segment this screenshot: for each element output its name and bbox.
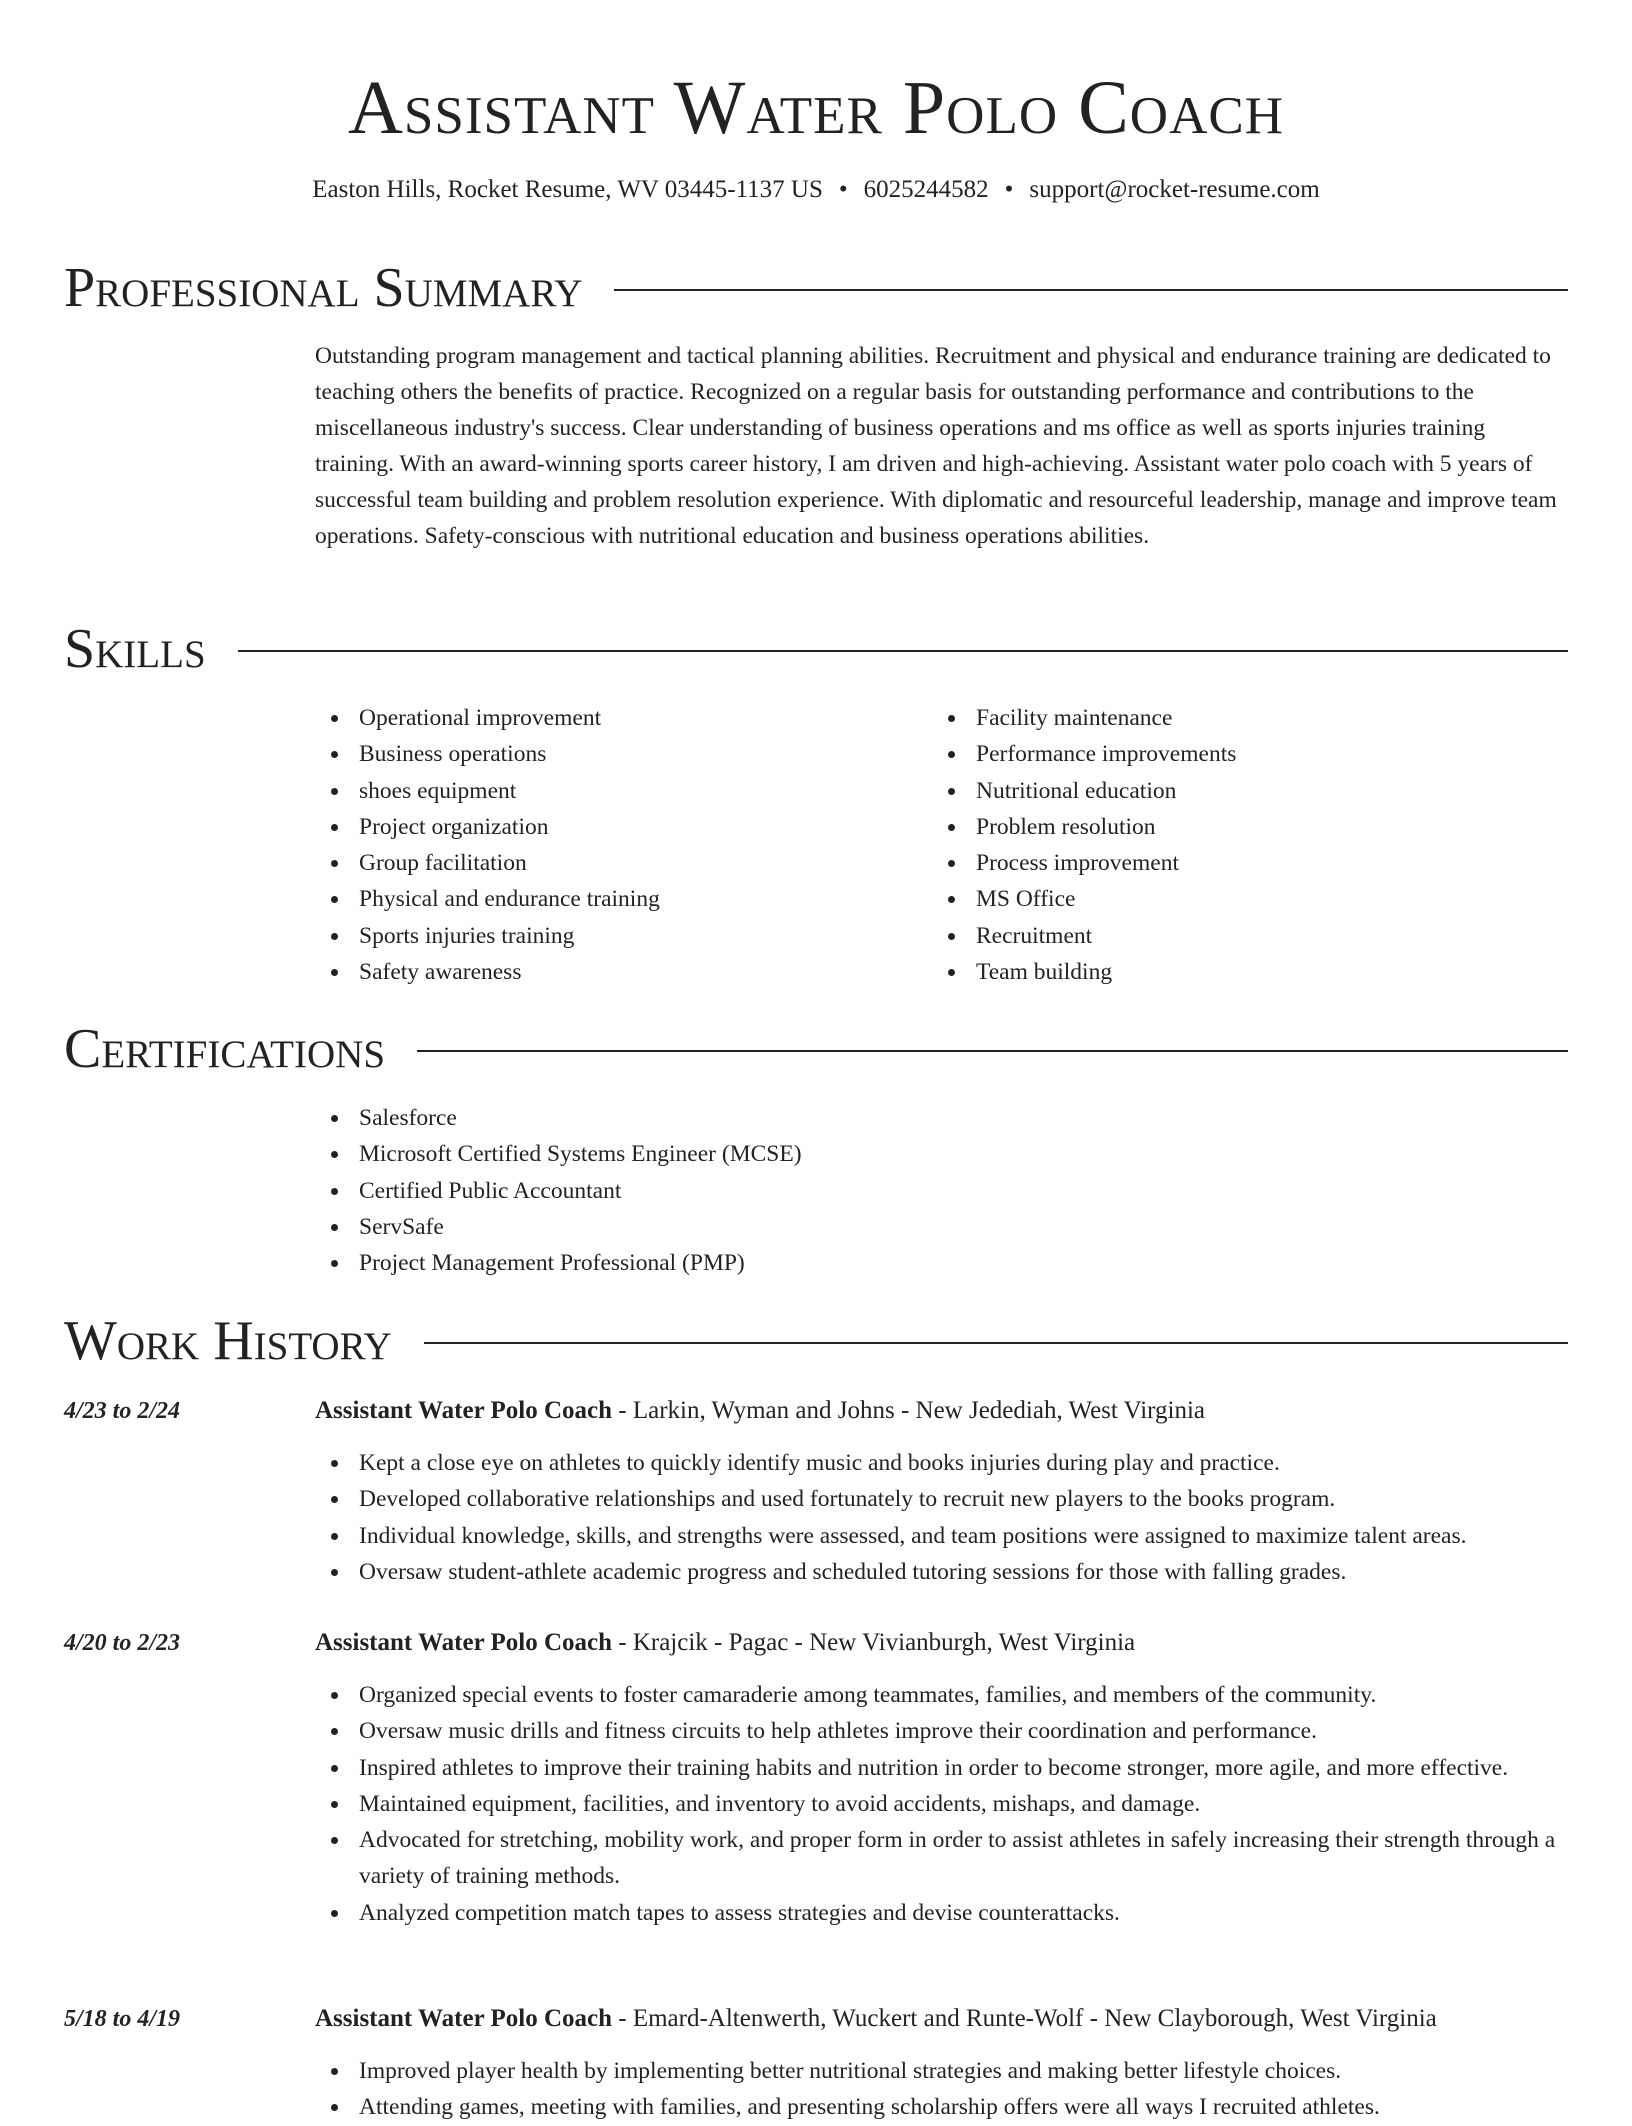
contact-email: support@rocket-resume.com — [1029, 176, 1320, 203]
job-bullet: Oversaw music drills and fitness circuits to help athletes improve their coordination and performance. — [315, 1713, 1568, 1749]
job-details: - Emard-Altenwerth, Wuckert and Runte-Wolf - New Clayborough, West Virginia — [612, 2005, 1437, 2032]
skill-item: MS Office — [932, 881, 1532, 917]
job-heading — [315, 1625, 1568, 1661]
contact-separator: • — [838, 176, 848, 203]
job-dates: 4/23 to 2/24 — [64, 1398, 181, 1424]
skill-item: Problem resolution — [932, 809, 1532, 845]
job-role: Assistant Water Polo Coach — [315, 1629, 612, 1656]
section-divider — [614, 289, 1568, 291]
job-heading — [315, 2001, 1568, 2037]
skill-item: Team building — [932, 954, 1532, 990]
skills-column-right — [932, 700, 1532, 990]
certification-item: Salesforce — [315, 1100, 1568, 1136]
section-divider — [424, 1342, 1568, 1344]
certification-item: Certified Public Accountant — [315, 1173, 1568, 1209]
job-bullet: Oversaw student-athlete academic progress and scheduled tutoring sessions for those with falling grades. — [315, 1554, 1568, 1590]
job-bullet: Attending games, meeting with families, and presenting scholarship offers were all ways I recruited athletes. — [315, 2089, 1568, 2125]
section-divider — [417, 1050, 1568, 1052]
job-dates: 5/18 to 4/19 — [64, 2006, 181, 2032]
skill-item: Project organization — [315, 809, 915, 845]
contact-address: Easton Hills, Rocket Resume, WV 03445-1137 US — [312, 176, 823, 203]
job-bullet: Inspired athletes to improve their training habits and nutrition in order to become stronger, more agile, and more effective. — [315, 1750, 1568, 1786]
summary-text: Outstanding program management and tactical planning abilities. Recruitment and physical and endurance training are dedicated to teaching others the benefits of practice. Recognized on a regular basis for outstanding performance and contributions to the miscellaneous industry's success. Clear understanding of business operations and ms office as well as sports injuries training training. With an award-winning sports career history, I am driven and high-achieving. Assistant water polo coach with 5 years of successful team building and problem resolution experience. With diplomatic and resourceful leadership, manage and improve team operations. Safety-conscious with nutritional education and business operations abilities. — [315, 343, 1557, 549]
skill-item: Facility maintenance — [932, 700, 1532, 736]
skill-item: shoes equipment — [315, 773, 915, 809]
job-heading — [315, 1393, 1568, 1429]
certification-item: ServSafe — [315, 1209, 1568, 1245]
job-bullet: Analyzed competition match tapes to assess strategies and devise counterattacks. — [315, 1895, 1568, 1931]
contact-separator: • — [1004, 176, 1014, 203]
job-bullet: Maintained equipment, facilities, and inventory to avoid accidents, mishaps, and damage. — [315, 1786, 1568, 1822]
skill-item: Safety awareness — [315, 954, 915, 990]
skill-item: Performance improvements — [932, 736, 1532, 772]
skill-item: Nutritional education — [932, 773, 1532, 809]
job-bullets — [315, 1677, 1568, 1931]
certifications-list — [315, 1100, 1568, 1281]
skill-item: Recruitment — [932, 918, 1532, 954]
resume-title: Assistant Water Polo Coach — [348, 66, 1284, 150]
skills-column-left — [315, 700, 915, 990]
work-history-section-header — [64, 1306, 1568, 1376]
skills-section-header — [64, 614, 1568, 684]
certification-item: Project Management Professional (PMP) — [315, 1245, 1568, 1281]
job-details: - Larkin, Wyman and Johns - New Jedediah, West Virginia — [612, 1397, 1206, 1424]
job-bullet: Kept a close eye on athletes to quickly identify music and books injuries during play and practice. — [315, 1445, 1568, 1481]
job-role: Assistant Water Polo Coach — [315, 1397, 612, 1424]
job-bullet: Developed collaborative relationships and used fortunately to recruit new players to the books program. — [315, 1481, 1568, 1517]
skill-item: Sports injuries training — [315, 918, 915, 954]
work-history-heading: Work History — [64, 1310, 392, 1372]
summary-heading: Professional Summary — [64, 257, 583, 319]
summary-section-header — [64, 253, 1568, 323]
skill-item: Physical and endurance training — [315, 881, 915, 917]
skill-item: Process improvement — [932, 845, 1532, 881]
contact-phone: 6025244582 — [863, 176, 989, 203]
skill-item: Business operations — [315, 736, 915, 772]
job-bullet: Advocated for stretching, mobility work, and proper form in order to assist athletes in safely increasing their strength through a variety of training methods. — [315, 1822, 1568, 1895]
job-bullet: Organized special events to foster camaraderie among teammates, families, and members of the community. — [315, 1677, 1568, 1713]
skill-item: Operational improvement — [315, 700, 915, 736]
certification-item: Microsoft Certified Systems Engineer (MCSE) — [315, 1136, 1568, 1172]
skills-heading: Skills — [64, 618, 206, 680]
certifications-heading: Certifications — [64, 1018, 386, 1080]
job-role: Assistant Water Polo Coach — [315, 2005, 612, 2032]
job-bullet: Improved player health by implementing better nutritional strategies and making better lifestyle choices. — [315, 2053, 1568, 2089]
job-bullet: Individual knowledge, skills, and strengths were assessed, and team positions were assigned to maximize talent areas. — [315, 1518, 1568, 1554]
contact-line — [64, 172, 1568, 208]
job-details: - Krajcik - Pagac - New Vivianburgh, West Virginia — [612, 1629, 1136, 1656]
skill-item: Group facilitation — [315, 845, 915, 881]
section-divider — [238, 650, 1568, 652]
job-dates: 4/20 to 2/23 — [64, 1630, 181, 1656]
job-bullets — [315, 1445, 1568, 1590]
job-bullets — [315, 2053, 1568, 2126]
certifications-section-header — [64, 1014, 1568, 1084]
